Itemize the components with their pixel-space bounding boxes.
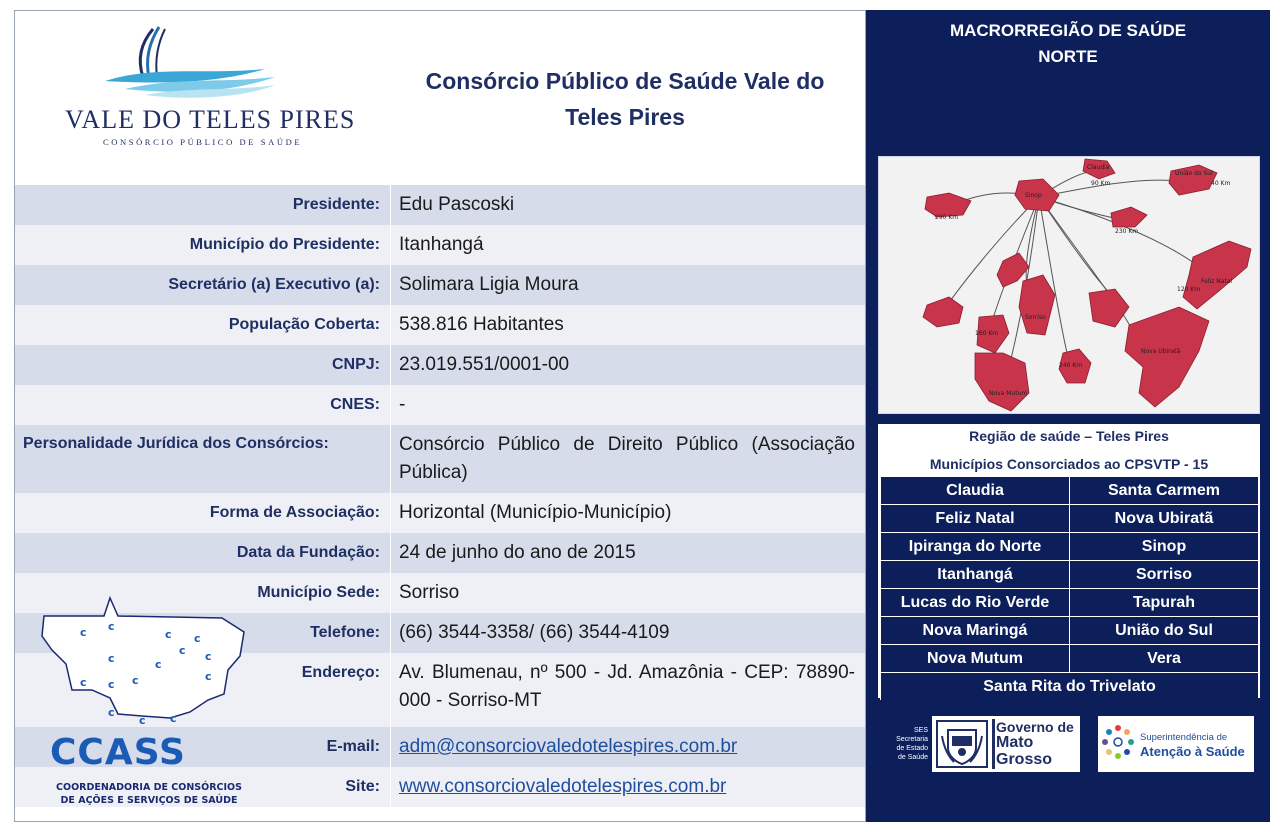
info-value: 538.816 Habitantes	[390, 305, 865, 345]
municipio-cell: Claudia	[880, 477, 1069, 504]
info-row-secretario	[15, 265, 865, 305]
municipio-cell: Lucas do Rio Verde	[880, 589, 1069, 616]
info-value: 23.019.551/0001-00	[390, 345, 865, 385]
map-label-feliz: Feliz Natal	[1201, 278, 1233, 285]
ses-line: SES	[913, 727, 928, 734]
feather-wave-icon	[45, 25, 325, 105]
map-label-uniao-km: 40 Km	[1211, 180, 1231, 187]
map-label-sinop: Sinop	[1025, 192, 1042, 199]
ses-line: Secretaria	[896, 736, 928, 743]
map-label-uniao: União do Sul	[1175, 170, 1213, 177]
info-value: (66) 3544-3358/ (66) 3544-4109	[390, 613, 865, 653]
ccass-title: CCASS	[50, 732, 186, 773]
map-sorriso	[1019, 275, 1055, 335]
region-map-graphic	[879, 157, 1259, 413]
map-label-nova-ubirata: Nova Ubiratã	[1141, 348, 1181, 355]
map-nova-mutum	[975, 353, 1029, 411]
info-value: Sorriso	[390, 573, 865, 613]
municipios-box	[878, 424, 1260, 698]
ccass-marker: c	[194, 632, 201, 645]
superintendencia-line-1: Superintendência de	[1140, 732, 1228, 743]
info-value: 24 de junho do ano de 2015	[390, 533, 865, 573]
info-label: Site:	[345, 778, 380, 795]
municipio-cell: Feliz Natal	[880, 505, 1069, 532]
map-nova-ubirata-large	[1125, 307, 1209, 407]
info-value: Consórcio Público de Direito Público (Associação Pública)	[390, 425, 865, 493]
dots-ring-icon	[1098, 716, 1138, 772]
ccass-marker: c	[205, 670, 212, 683]
info-row-cnpj	[15, 345, 865, 385]
site-link[interactable]: www.consorciovaledotelespires.com.br	[399, 776, 727, 797]
map-label-claudia-km: 90 Km	[1091, 180, 1111, 187]
ccass-marker: c	[155, 658, 162, 671]
logo-brand: VALE DO TELES PIRES	[65, 105, 356, 134]
info-label: Município Sede:	[257, 584, 380, 601]
ccass-marker: c	[205, 650, 212, 663]
ccass-marker: c	[179, 644, 186, 657]
info-label: População Coberta:	[228, 316, 380, 333]
map-mid-municipio	[1111, 207, 1147, 227]
info-row-municipio-presidente	[15, 225, 865, 265]
map-label-mid-km: 230 Km	[1115, 228, 1139, 235]
municipio-cell: Itanhangá	[880, 561, 1069, 588]
ses-line: de Saúde	[898, 754, 928, 761]
info-label: Telefone:	[310, 624, 380, 641]
map-nova-ubirata	[1089, 289, 1129, 327]
info-row-cnes	[15, 385, 865, 425]
ccass-marker: c	[170, 712, 177, 725]
ccass-subtitle-1: COORDENADORIA DE CONSÓRCIOS	[56, 782, 242, 793]
info-label: Secretário (a) Executivo (a):	[168, 276, 380, 293]
info-value: Horizontal (Município-Município)	[390, 493, 865, 533]
info-label: CNES:	[330, 396, 380, 413]
email-link[interactable]: adm@consorciovaledotelespires.com.br	[399, 736, 738, 757]
info-value: Av. Blumenau, nº 500 - Jd. Amazônia - CEP: 78890-000 - Sorriso-MT	[390, 653, 865, 727]
municipios-heading-2: Municípios Consorciados ao CPSVTP - 15	[929, 456, 1209, 472]
municipios-row	[880, 616, 1258, 644]
region-title-line-1: MACRORREGIÃO DE SAÚDE	[949, 21, 1187, 40]
ses-label	[872, 726, 928, 762]
mato-grosso-line-3: Grosso	[996, 751, 1053, 768]
ses-line: de Estado	[896, 745, 928, 752]
mato-grosso-text	[992, 719, 1076, 769]
municipio-cell: Santa Rita do Trivelato	[880, 673, 1258, 700]
info-row-populacao	[15, 305, 865, 345]
mato-grosso-outline-icon	[22, 586, 262, 736]
map-label-nova-mutum: Nova Mutum	[989, 390, 1028, 397]
municipio-cell: Nova Maringá	[880, 617, 1069, 644]
municipio-cell: Vera	[1069, 645, 1258, 672]
municipios-row	[880, 588, 1258, 616]
municipios-grid	[880, 476, 1258, 700]
page-title: Consórcio Público de Saúde Vale do Teles Pires	[425, 68, 825, 130]
info-value	[390, 767, 865, 807]
municipios-row	[880, 504, 1258, 532]
municipios-row	[880, 672, 1258, 700]
municipio-cell: União do Sul	[1069, 617, 1258, 644]
municipio-cell: Tapurah	[1069, 589, 1258, 616]
info-label: E-mail:	[326, 738, 380, 755]
info-label: Município do Presidente:	[189, 236, 380, 253]
ccass-subtitle-2: DE AÇÕES E SERVIÇOS DE SAÚDE	[60, 795, 238, 806]
map-label-left2-km: 160 Km	[975, 330, 999, 337]
map-feliz-natal	[1183, 241, 1251, 309]
region-title	[866, 18, 1270, 70]
municipio-cell: Nova Mutum	[880, 645, 1069, 672]
info-label: Presidente:	[292, 196, 380, 213]
ccass-marker: c	[139, 714, 146, 727]
superintendencia-logo	[1098, 716, 1254, 772]
mato-grosso-line-2: Mato	[996, 734, 1034, 751]
municipios-row	[880, 476, 1258, 504]
logo-subtitle: CONSÓRCIO PÚBLICO DE SAÚDE	[103, 137, 303, 147]
vale-do-teles-pires-logo	[45, 25, 356, 155]
header	[15, 11, 865, 183]
municipios-row	[880, 560, 1258, 588]
region-title-line-2: NORTE	[1038, 47, 1098, 66]
municipios-row	[880, 532, 1258, 560]
mato-grosso-line-1: Governo de	[996, 719, 1074, 735]
info-value: Itanhangá	[390, 225, 865, 265]
municipio-cell: Ipiranga do Norte	[880, 533, 1069, 560]
info-value: Edu Pascoski	[390, 185, 865, 225]
region-map	[878, 156, 1260, 414]
municipio-cell: Sorriso	[1069, 561, 1258, 588]
info-row-presidente	[15, 185, 865, 225]
info-value: -	[390, 385, 865, 425]
ccass-marker: c	[80, 676, 87, 689]
info-label: Data da Fundação:	[236, 544, 380, 561]
municipio-cell: Santa Carmem	[1069, 477, 1258, 504]
superintendencia-line-2: Atenção à Saúde	[1140, 744, 1245, 759]
info-label: Forma de Associação:	[209, 504, 380, 521]
info-label: Personalidade Jurídica dos Consórcios:	[23, 435, 329, 452]
map-municipio-b	[923, 297, 963, 327]
info-row-personalidade	[15, 425, 865, 493]
map-label-claudia: Claudia	[1087, 164, 1110, 171]
ccass-marker: c	[108, 620, 115, 633]
municipio-cell: Nova Ubiratã	[1069, 505, 1258, 532]
governo-mato-grosso-logo	[932, 716, 1080, 772]
info-label: Endereço:	[301, 664, 380, 681]
map-label-left-km: 290 Km	[935, 214, 959, 221]
map-label-sorriso: Sorriso	[1025, 314, 1046, 321]
municipio-cell: Sinop	[1069, 533, 1258, 560]
mato-grosso-emblem-icon	[936, 720, 988, 768]
ccass-marker: c	[132, 674, 139, 687]
info-row-data-fundacao	[15, 533, 865, 573]
ccass-marker: c	[80, 626, 87, 639]
mato-grosso-bar	[992, 719, 995, 769]
ccass-marker: c	[108, 678, 115, 691]
info-row-forma-associacao	[15, 493, 865, 533]
map-label-feliz-km: 120 Km	[1177, 286, 1201, 293]
info-label: CNPJ:	[331, 356, 380, 373]
info-value: Solimara Ligia Moura	[390, 265, 865, 305]
ccass-marker: c	[108, 706, 115, 719]
map-label-bottom-km: 240 Km	[1059, 362, 1083, 369]
region-panel	[866, 10, 1270, 822]
ccass-marker: c	[165, 628, 172, 641]
info-value	[390, 727, 865, 767]
ccass-marker: c	[108, 652, 115, 665]
municipios-row	[880, 644, 1258, 672]
municipios-heading-1: Região de saúde – Teles Pires	[969, 428, 1169, 444]
